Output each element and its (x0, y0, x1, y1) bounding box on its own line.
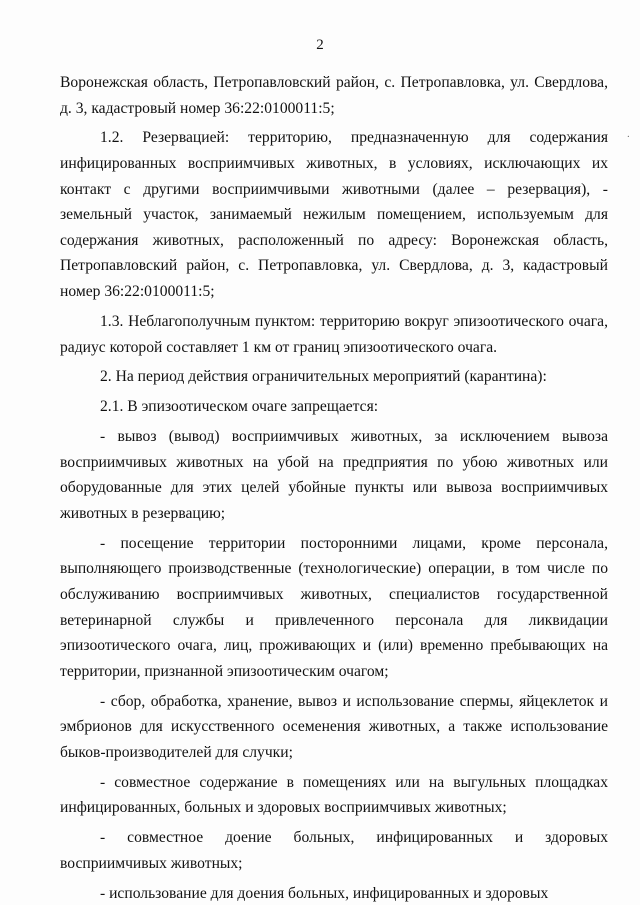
list-item-export-animals: - вывоз (вывод) восприимчивых животных, за исключением вывоза восприимчивых животных на убой на предприятия по убою животных или оборудованные для этих целей убойные пункты или вывоза восприимчивых животных в резервацию; (60, 428, 608, 522)
page-number: 2 (316, 37, 324, 53)
paragraph-2-quarantine-period: 2. На период действия ограничительных мероприятий (карантина): (100, 368, 547, 386)
paragraph-2-1-prohibited: 2.1. В эпизоотическом очаге запрещается: (100, 398, 379, 416)
list-item-joint-milking: - совместное доение больных, инфицированных и здоровых восприимчивых животных; (60, 829, 608, 872)
paragraph-1-2-reservation: 1.2. Резервацией: территорию, предназначенную для содержания инфицированных восприимчивых животных, в условиях, исключающих их контакт с другими восприимчивыми животными (далее – резервация), - земельный участок, занимаемый нежилым помещением, используемым для содержания животных, расположенный по адресу: Воронежская область, Петропавловский район, с. Петропавловка, ул. Свердлова, д. 3, кадастровый номер 36:22:0100011:5; (60, 129, 608, 301)
paragraph-1-3-unsafe-point: 1.3. Неблагополучным пунктом: территорию вокруг эпизоотического очага, радиус которой составляет 1 км от границ эпизоотического очага. (60, 312, 608, 356)
list-item-joint-keeping: - совместное содержание в помещениях или на выгульных площадках инфицированных, больных и здоровых восприимчивых животных; (60, 773, 608, 817)
document-body (60, 70, 608, 911)
list-item-sperm-collection: - сбор, обработка, хранение, вывоз и использование спермы, яйцеклеток и эмбрионов для искусственного осеменения животных, а также использование быков-производителей для случки; (60, 692, 608, 761)
paragraph-address: Воронежская область, Петропавловский район, с. Петропавловка, ул. Свердлова, д. 3, кадастровый номер 36:22:0100011:5; (60, 74, 608, 117)
margin-mark: . (627, 128, 630, 140)
list-item-visiting-territory: - посещение территории посторонними лицами, кроме персонала, выполняющего производственные (технологические) операции, в том числе по обслуживанию восприимчивых животных, специалистов государственной ветеринарной службы и привлеченного персонала для ликвидации эпизоотического очага, лиц, проживающих и (или) временно пребывающих на территории, признанной эпизоотическим очагом; (60, 534, 608, 680)
list-item-milking-use: - использование для доения больных, инфицированных и здоровых (100, 884, 549, 902)
